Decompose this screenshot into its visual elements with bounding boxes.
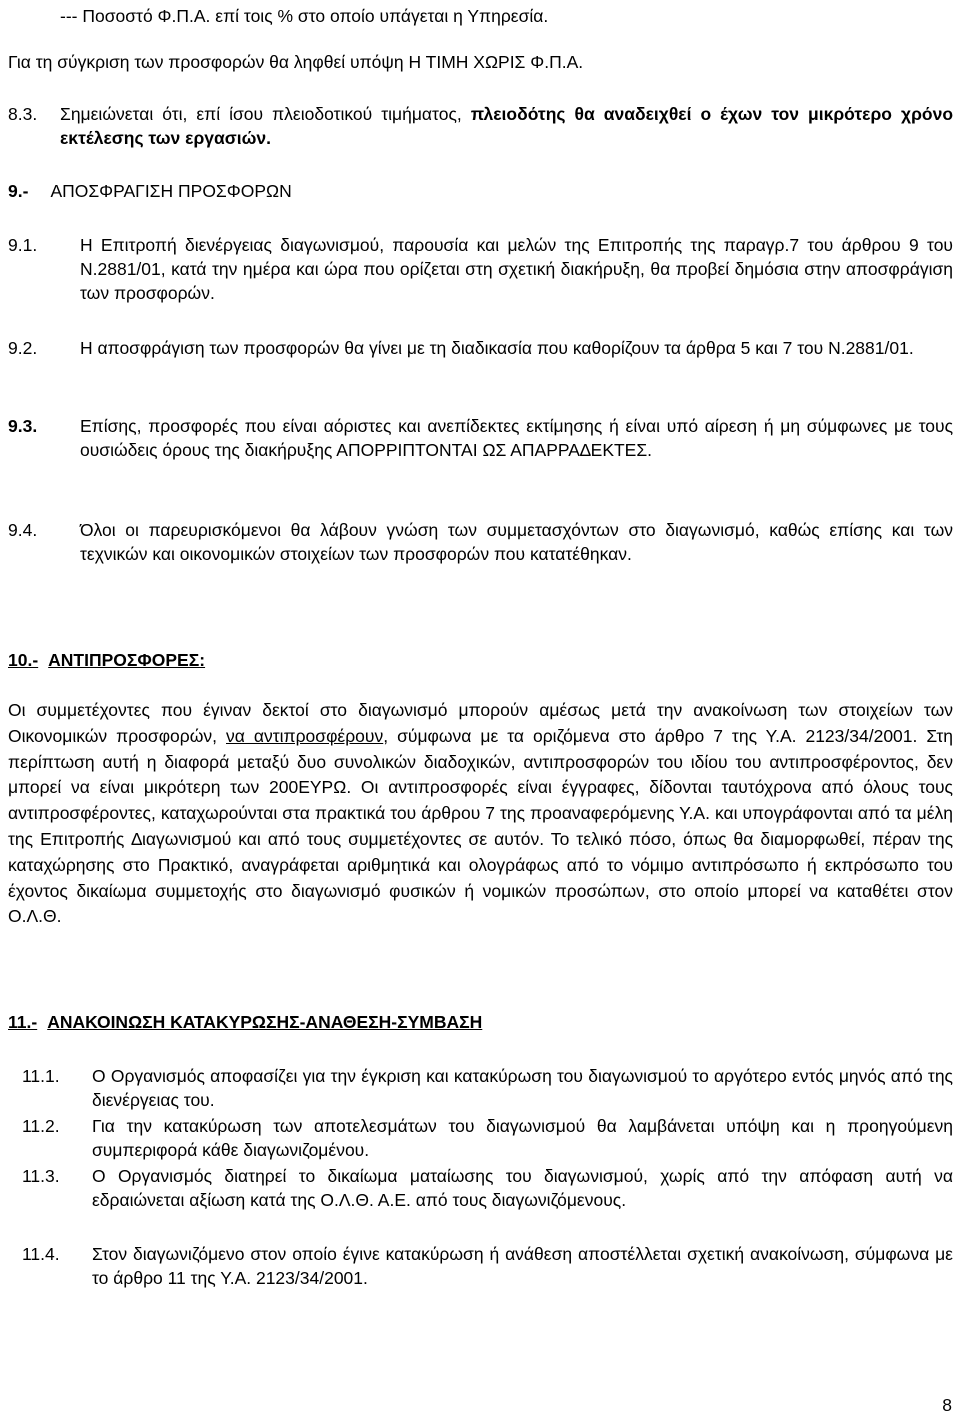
section-10-text-b: , σύμφωνα με τα οριζόμενα στο άρθρο 7 της Υ.Α. 2123/34/2001. Στη περίπτωση αυτή η διαφορά μεταξύ δυο συνολικών διαδοχικών, αντιπροσφορών του ιδίου του αντιπροσφέροντος, δεν μπορεί να είναι μικρότερη των 200ΕΥΡΩ. Οι αντιπροσφορές είναι έγγραφες, δίδονται ταυτόχρονα από όλους τους αντιπροσφέροντες, καταχωρούνται στα πρακτικά του άρθρου 7 της προαναφερόμενης Υ.Α. και υπογράφονται από τα μέλη της Επιτροπής ∆ιαγωνισμού και από τους συμμετέχοντες σε αυτόν. Το τελικό πόσο, όπως θα διαμορφωθεί, πέραν της καταχώρησης στο Πρακτικό, αναγράφεται αριθμητικά και ολογράφως από το νόμιμο αντιπρόσωπο ή εκπρόσωπο του έχοντος δικαίωμα συμμετοχής στο διαγωνισμό φυσικών ή νομικών προσώπων, στο οποίο μπορεί να καταθέτει στον Ο.Λ.Θ. — [8, 725, 953, 927]
section-10-title: ΑΝΤΙΠΡΟΣΦΟΡΕΣ: — [48, 650, 206, 670]
clause-11-1-text: Ο Οργανισμός αποφασίζει για την έγκριση και κατακύρωση του διαγωνισμού το αργότερο εντός μηνός από της διενέργειας του. — [92, 1066, 953, 1110]
clause-11-3-text: Ο Οργανισμός διατηρεί το δικαίωμα ματαίωσης του διαγωνισμού, χωρίς από την απόφαση αυτή να εδραιώνεται αξίωση κατά της Ο.Λ.Θ. Α.Ε. από τους διαγωνιζόμενους. — [92, 1166, 953, 1210]
section-11-number: 11.- — [8, 1012, 38, 1032]
section-9-title: ΑΠΟΣΦΡΑΓΙΣΗ ΠΡΟΣΦΟΡΩΝ — [50, 181, 292, 201]
clause-9-3-number: 9.3. — [8, 416, 38, 436]
clause-9-2-text: Η αποσφράγιση των προσφορών θα γίνει με τη διαδικασία που καθορίζουν τα άρθρα 5 και 7 του Ν.2881/01. — [80, 338, 914, 358]
clause-11-4-number: 11.4. — [22, 1244, 60, 1264]
clause-8-3-number: 8.3. — [8, 104, 38, 124]
intro-line-comparison: Για τη σύγκριση των προσφορών θα ληφθεί υπόψη Η ΤΙΜΗ ΧΩΡΙΣ Φ.Π.Α. — [8, 52, 584, 72]
section-9-heading — [8, 179, 292, 203]
clause-9-1-number: 9.1. — [8, 235, 38, 255]
clause-9-3-text-emphasis: ΑΠΟΡΡΙΠΤΟΝΤΑΙ ΩΣ ΑΠΑΡΡΑ∆ΕΚΤΕΣ. — [336, 440, 653, 460]
page-number: 8 — [942, 1395, 952, 1415]
clause-9-3-text — [80, 414, 953, 462]
section-10-text-underlined: να αντιπροσφέρουν — [226, 725, 384, 746]
clause-9-4-number: 9.4. — [8, 520, 38, 540]
clause-11-1-number: 11.1. — [22, 1066, 60, 1086]
section-10-paragraph — [8, 698, 953, 930]
clause-8-3-text-a: Σημειώνεται ότι, επί ίσου πλειοδοτικού τιμήματος, — [60, 104, 471, 124]
clause-9-1-text: Η Επιτροπή διενέργειας διαγωνισμού, παρουσία και μελών της Επιτροπής της παραγρ.7 του άρθρου 9 του Ν.2881/01, κατά την ημέρα και ώρα που ορίζεται στη σχετική διακήρυξη, θα προβεί δημόσια στην αποσφράγιση των προσφορών. — [80, 235, 953, 303]
clause-9-4-text: Όλοι οι παρευρισκόμενοι θα λάβουν γνώση των συμμετασχόντων στο διαγωνισμό, καθώς επίσης και των τεχνικών και οικονομικών στοιχείων των προσφορών που κατατέθηκαν. — [80, 520, 953, 564]
clause-8-3-text — [60, 102, 953, 150]
intro-line-vat: --- Ποσοστό Φ.Π.Α. επί τοις % στο οποίο υπάγεται η Υπηρεσία. — [60, 6, 549, 26]
clause-9-2-number: 9.2. — [8, 338, 38, 358]
section-11-title: ΑΝΑΚΟΙΝΩΣΗ ΚΑΤΑΚΥΡΩΣΗΣ-ΑΝΑΘΕΣΗ-ΣΥΜΒΑΣΗ — [47, 1012, 483, 1032]
clause-11-4-text: Στον διαγωνιζόμενο στον οποίο έγινε κατακύρωση ή ανάθεση αποστέλλεται σχετική ανακοίνωση, σύμφωνα με το άρθρο 11 της Υ.Α. 2123/34/2001. — [92, 1244, 953, 1288]
section-9-number: 9.- — [8, 181, 29, 201]
clause-9-3-text-a: Επίσης, προσφορές που είναι αόριστες και ανεπίδεκτες εκτίμησης ή είναι υπό αίρεση ή μη σύμφωνες με τους ουσιώδεις όρους της διακήρυξης — [80, 416, 953, 460]
section-10-text-a: Οι συμμετέχοντες που έγιναν δεκτοί στο διαγωνισμό μπορούν αμέσως μετά την ανακοίνωση των στοιχείων των Οικονομικών προσφορών, — [8, 700, 953, 746]
clause-11-2-number: 11.2. — [22, 1116, 60, 1136]
section-10-heading — [8, 648, 205, 672]
clause-11-2-text: Για την κατακύρωση των αποτελεσμάτων του διαγωνισμού θα λαμβάνεται υπόψη και η προηγούμενη συμπεριφορά κάθε διαγωνιζομένου. — [92, 1116, 953, 1160]
clause-8-3-text-bold: πλειοδότης θα αναδειχθεί ο έχων τον μικρότερο χρόνο εκτέλεσης των εργασιών. — [60, 104, 954, 148]
section-11-heading — [8, 1010, 482, 1034]
section-10-number: 10.- — [8, 650, 39, 670]
clause-11-3-number: 11.3. — [22, 1166, 60, 1186]
